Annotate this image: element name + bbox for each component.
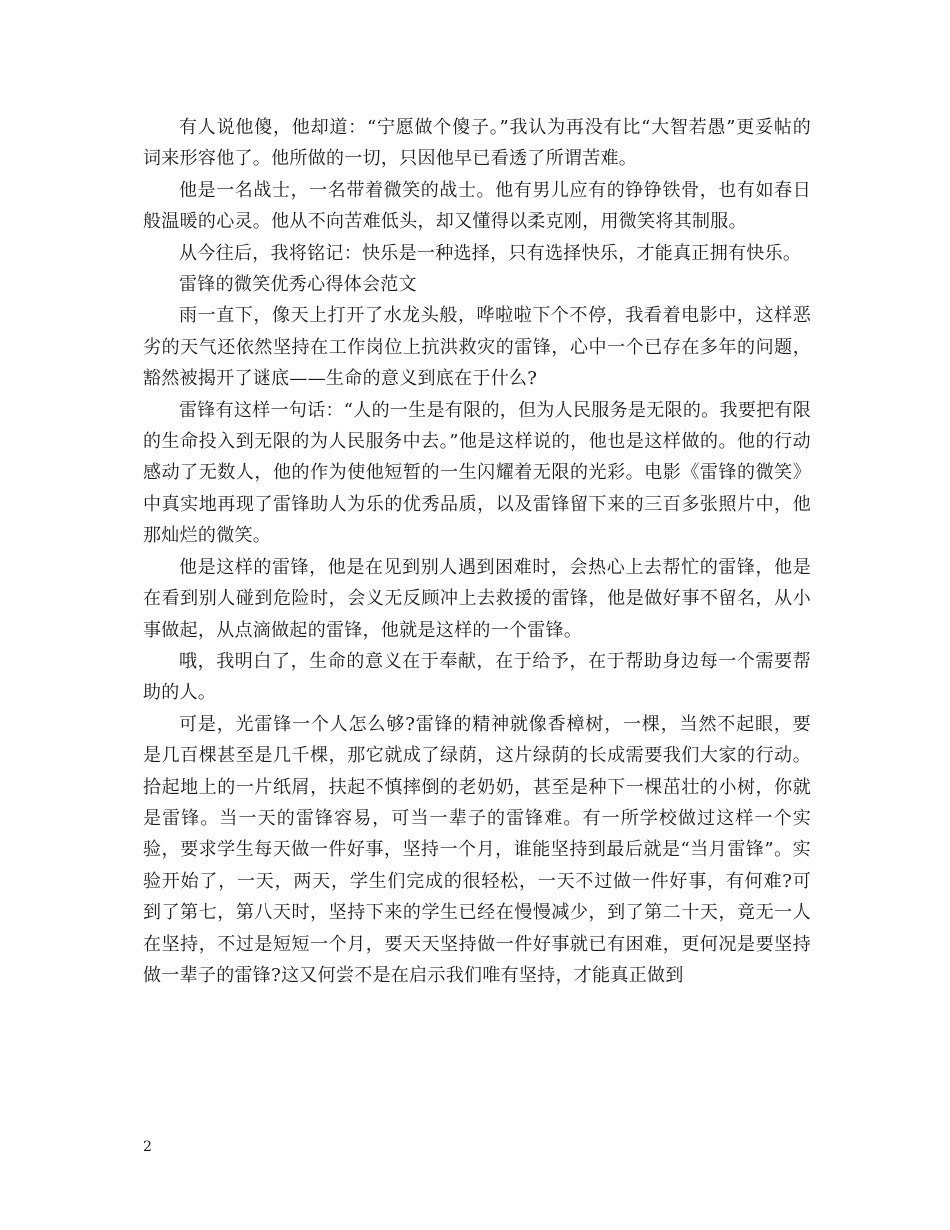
paragraph: 可是，光雷锋一个人怎么够?雷锋的精神就像香樟树，一棵，当然不起眼，要是几百棵甚至是几千棵，那它就成了绿荫，这片绿荫的长成需要我们大家的行动。拾起地上的一片纸屑，扶起不慎摔倒的老奶奶，甚至是种下一棵茁壮的小树，你就是雷锋。当一天的雷锋容易，可当一辈子的雷锋难。有一所学校做过这样一个实验，要求学生每天做一件好事，坚持一个月，谁能坚持到最后就是“当月雷锋”。实验开始了，一天，两天，学生们完成的很轻松，一天不过做一件好事，有何难?可到了第七，第八天时，坚持下来的学生已经在慢慢减少，到了第二十天，竟无一人在坚持，不过是短短一个月，要天天坚持做一件好事就已有困难，更何况是要坚持做一辈子的雷锋?这又何尝不是在启示我们唯有坚持，才能真正做到 — [143, 713, 811, 986]
paragraph: 有人说他傻，他却道：“宁愿做个傻子。”我认为再没有比“大智若愚”更妥帖的词来形容他了。他所做的一切，只因他早已看透了所谓苦难。 — [143, 117, 811, 170]
paragraph: 雨一直下，像天上打开了水龙头般，哗啦啦下个不停，我看着电影中，这样恶劣的天气还依然坚持在工作岗位上抗洪救灾的雷锋，心中一个已存在多年的问题，豁然被揭开了谜底——生命的意义到底在于什么? — [143, 305, 811, 390]
paragraph: 他是一名战士，一名带着微笑的战士。他有男儿应有的铮铮铁骨，也有如春日般温暖的心灵。他从不向苦难低头，却又懂得以柔克刚，用微笑将其制服。 — [143, 179, 811, 233]
paragraph: 从今往后，我将铭记：快乐是一种选择，只有选择快乐，才能真正拥有快乐。 — [179, 242, 802, 264]
page-number: 2 — [143, 1139, 152, 1155]
document-body — [143, 112, 811, 991]
paragraph: 哦，我明白了，生命的意义在于奉献，在于给予，在于帮助身边每一个需要帮助的人。 — [143, 650, 811, 704]
section-title: 雷锋的微笑优秀心得体会范文 — [179, 274, 417, 296]
paragraph: 雷锋有这样一句话：“人的一生是有限的，但为人民服务是无限的。我要把有限的生命投入到无限的为人民服务中去。”他是这样说的，他也是这样做的。他的行动感动了无数人，他的作为使他短暂的一生闪耀着无限的光彩。电影《雷锋的微笑》中真实地再现了雷锋助人为乐的优秀品质，以及雷锋留下来的三百多张照片中，他那灿烂的微笑。 — [143, 399, 811, 547]
paragraph: 他是这样的雷锋，他是在见到别人遇到困难时，会热心上去帮忙的雷锋，他是在看到别人碰到危险时，会义无反顾冲上去救援的雷锋，他是做好事不留名，从小事做起，从点滴做起的雷锋，他就是这样的一个雷锋。 — [143, 556, 811, 641]
